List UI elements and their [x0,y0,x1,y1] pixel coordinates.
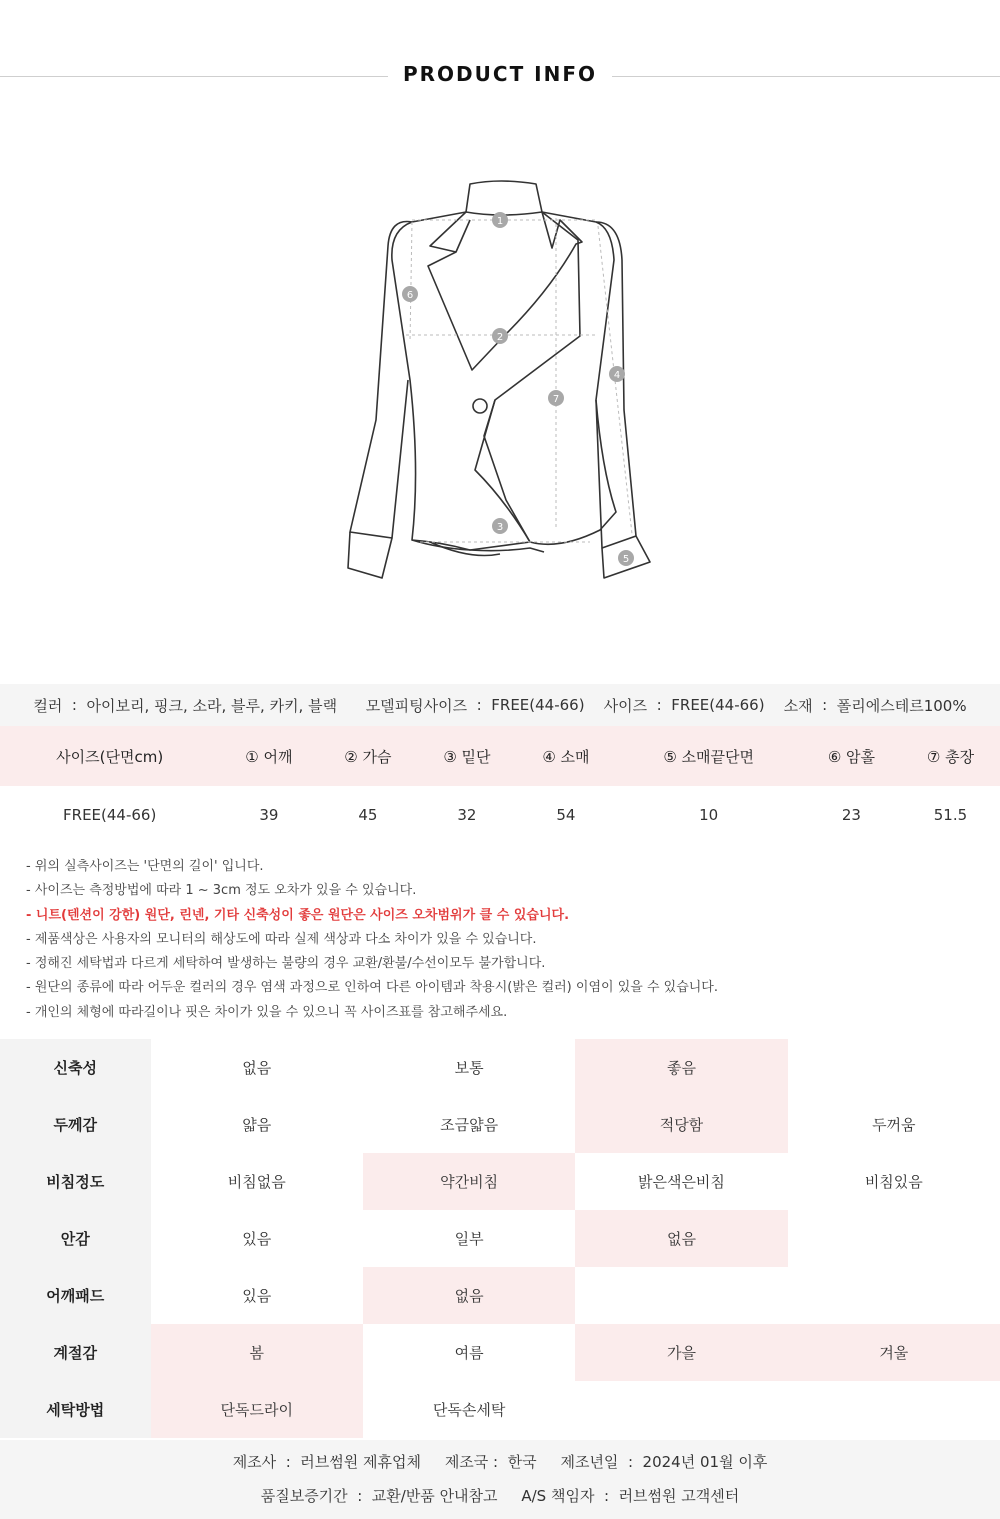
attribute-label: 비침정도 [0,1153,151,1210]
size-header-cell: ⑥ 암홀 [802,726,901,786]
size-label: 사이즈 [603,696,648,715]
gap [585,696,604,714]
marker-5-label: 5 [622,554,630,565]
attribute-option: 없음 [242,1059,272,1077]
note-line: - 사이즈는 측정방법에 따라 1 ~ 3cm 정도 오차가 있을 수 있습니다. [26,883,417,899]
size-table-header [0,726,1000,786]
note-line: - 개인의 체형에 따라길이나 핏은 차이가 있을 수 있으니 꼭 사이즈표를 참고해주세요. [26,1004,508,1020]
marker-2-label: 2 [496,332,504,343]
attribute-label: 안감 [0,1210,151,1267]
color-label: 컬러 [33,696,63,715]
product-summary [0,684,1000,726]
attribute-option [788,1267,1000,1324]
note-line: - 제품색상은 사용자의 모니터의 해상도에 따라 실제 색상과 다소 차이가 있을 수 있습니다. [26,931,537,947]
note-line: - 위의 실측사이즈는 '단면의 길이' 입니다. [26,859,264,874]
size-cell: 51.5 [933,806,968,824]
size-cell: 23 [841,806,861,824]
attribute-option: 있음 [242,1287,272,1305]
attribute-option: 없음 [363,1267,575,1324]
fabric-attributes-table [0,1039,1000,1438]
attribute-option: 적당함 [575,1096,787,1153]
size-notes [26,855,986,1025]
separator: : [467,696,492,714]
table-row [0,1039,1000,1096]
attribute-option [788,1039,1000,1096]
attribute-option: 비침있음 [864,1173,923,1191]
title-divider-left [0,76,388,77]
attribute-option [788,1210,1000,1267]
size-cell: 10 [699,806,719,824]
measure-markers [402,212,634,566]
marker-6-label: 6 [406,290,414,301]
size-header-cell: ① 어깨 [219,726,318,786]
attribute-label: 어깨패드 [0,1267,151,1324]
attribute-option [575,1381,787,1438]
table-row [0,1096,1000,1153]
attribute-option: 일부 [454,1230,484,1248]
attribute-option: 비침없음 [227,1173,286,1191]
marker-1-label: 1 [496,216,504,227]
footer-info [0,1440,1000,1519]
attribute-option: 좋음 [575,1039,787,1096]
material-label: 소재 [783,696,813,715]
color-value: 아이보리, 핑크, 소라, 블루, 카키, 블랙 [86,696,338,715]
table-row [0,786,1000,844]
attribute-label: 계절감 [0,1324,151,1381]
size-header-cell: ④ 소매 [516,726,615,786]
attribute-option: 밝은색은비침 [637,1173,725,1191]
attribute-option [575,1267,787,1324]
note-line: - 정해진 세탁법과 다르게 세탁하여 발생하는 불량의 경우 교환/환불/수선이모두 불가합니다. [26,956,546,972]
attribute-option: 여름 [454,1344,484,1362]
attribute-option: 단독드라이 [151,1381,363,1438]
footer-line-1: 제조사 : 러브썸원 제휴업체 제조국 : 한국 제조년일 : 2024년 01월 이후 [232,1453,768,1471]
material-value: 폴리에스테르100% [836,696,967,715]
size-header-cell: ③ 밑단 [417,726,516,786]
attribute-option: 얇음 [242,1116,272,1134]
size-cell: 54 [556,806,576,824]
note-line-highlight: - 니트(텐션이 강한) 원단, 린넨, 기타 신축성이 좋은 원단은 사이즈 오차범위가 클 수 있습니다. [26,907,570,923]
attribute-option: 겨울 [788,1324,1000,1381]
table-row [0,1324,1000,1381]
size-cell: 45 [358,806,378,824]
size-header-cell: ⑤ 소매끝단면 [615,726,801,786]
model-size-value: FREE(44-66) [491,696,585,714]
table-row [0,1210,1000,1267]
page-title: PRODUCT INFO [402,62,598,86]
size-cell: FREE(44-66) [63,806,157,824]
marker-3-label: 3 [496,522,504,533]
attribute-label: 세탁방법 [0,1381,151,1438]
attribute-option: 없음 [575,1210,787,1267]
attribute-option: 조금얇음 [440,1116,499,1134]
model-size-label: 모델피팅사이즈 [365,696,468,715]
attribute-option [788,1381,1000,1438]
footer-line-2: 품질보증기간 : 교환/반품 안내참고 A/S 책임자 : 러브썸원 고객센터 [260,1487,740,1505]
attribute-option: 봄 [151,1324,363,1381]
attribute-option: 있음 [242,1230,272,1248]
attribute-label: 신축성 [0,1039,151,1096]
size-cell: 32 [457,806,477,824]
jacket-sketch [320,170,680,600]
title-divider-right [612,76,1000,77]
table-row [0,1267,1000,1324]
attribute-option: 가을 [575,1324,787,1381]
size-header-cell: ② 가슴 [318,726,417,786]
table-row [0,1153,1000,1210]
attribute-option: 단독손세탁 [432,1401,506,1419]
table-row [0,1381,1000,1438]
section-title [0,56,1000,96]
note-line: - 원단의 종류에 따라 어두운 컬러의 경우 염색 과정으로 인하여 다른 아이템과 착용시(밝은 컬러) 이염이 있을 수 있습니다. [26,980,719,996]
separator: : [647,696,672,714]
marker-4-label: 4 [613,370,621,381]
size-header-cell: ⑦ 총장 [901,726,1000,786]
attribute-label: 두께감 [0,1096,151,1153]
attribute-option: 약간비침 [363,1153,575,1210]
separator: : [812,696,837,714]
gap [765,696,784,714]
size-value: FREE(44-66) [671,696,765,714]
attribute-option: 두꺼움 [872,1116,916,1134]
size-header-cell: 사이즈(단면cm) [0,726,219,786]
size-table [0,726,1000,844]
marker-7-label: 7 [552,394,560,405]
size-cell: 39 [259,806,279,824]
attribute-option: 보통 [454,1059,484,1077]
gap [337,696,366,714]
separator: : [62,696,87,714]
